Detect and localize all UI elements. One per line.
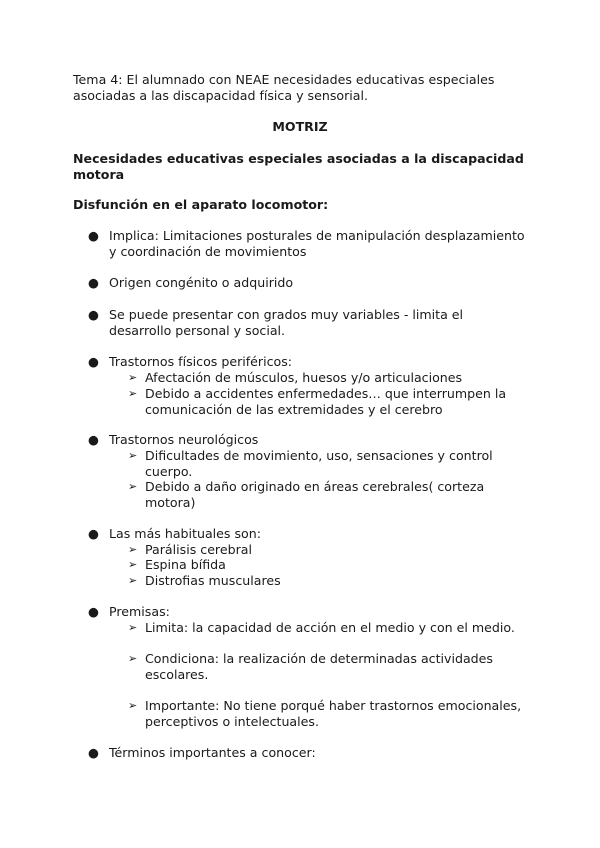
list-item-text: Se puede presentar con grados muy variables - limita el desarrollo personal y social. <box>109 307 464 338</box>
section-title: MOTRIZ <box>272 119 328 134</box>
arrow-bullet-icon: ➢ <box>128 652 138 665</box>
list-item-text: Términos importantes a conocer: <box>109 745 316 760</box>
arrow-bullet-icon: ➢ <box>128 449 138 462</box>
sub-item-text: Debido a accidentes enfermedades… que interrumpen la comunicación de las extremidades y el cerebro <box>145 386 507 417</box>
heading-nee-motora: Necesidades educativas especiales asociadas a la discapacidad motora <box>73 151 524 182</box>
list-item-text: Las más habituales son: <box>109 526 261 541</box>
sub-item-text: Importante: No tiene porqué haber trastornos emocionales, perceptivos o intelectuales. <box>145 698 522 729</box>
sub-item-text: Condiciona: la realización de determinadas actividades escolares. <box>145 651 493 682</box>
bullet-icon: ● <box>88 526 99 541</box>
arrow-bullet-icon: ➢ <box>128 371 138 384</box>
arrow-bullet-icon: ➢ <box>128 558 138 571</box>
list-item-text: Premisas: <box>109 604 170 619</box>
sub-item-text: Afectación de músculos, huesos y/o articulaciones <box>145 370 463 385</box>
bullet-icon: ● <box>88 745 99 760</box>
arrow-bullet-icon: ➢ <box>128 387 138 400</box>
arrow-bullet-icon: ➢ <box>128 574 138 587</box>
list-item-text: Trastornos neurológicos <box>109 432 259 447</box>
arrow-bullet-icon: ➢ <box>128 699 138 712</box>
arrow-bullet-icon: ➢ <box>128 621 138 634</box>
sub-item-text: Espina bífida <box>145 557 226 572</box>
list-item-text: Trastornos físicos periféricos: <box>109 354 293 369</box>
list-item-text: Implica: Limitaciones posturales de manipulación desplazamiento y coordinación de movimientos <box>109 228 525 259</box>
bullet-icon: ● <box>88 275 99 290</box>
bullet-icon: ● <box>88 432 99 447</box>
sub-item-text: Limita: la capacidad de acción en el medio y con el medio. <box>145 620 515 635</box>
sub-item-text: Parálisis cerebral <box>145 542 252 557</box>
list-item-text: Origen congénito o adquirido <box>109 275 294 290</box>
document-title: Tema 4: El alumnado con NEAE necesidades educativas especiales asociadas a las discapacidad física y sensorial. <box>73 72 495 103</box>
sub-item-text: Dificultades de movimiento, uso, sensaciones y control cuerpo. <box>145 448 493 479</box>
bullet-icon: ● <box>88 307 99 322</box>
bullet-icon: ● <box>88 604 99 619</box>
sub-item-text: Debido a daño originado en áreas cerebrales( corteza motora) <box>145 479 485 510</box>
arrow-bullet-icon: ➢ <box>128 543 138 556</box>
heading-disfuncion: Disfunción en el aparato locomotor: <box>73 197 329 212</box>
sub-item-text: Distrofias musculares <box>145 573 281 588</box>
bullet-icon: ● <box>88 354 99 369</box>
bullet-icon: ● <box>88 228 99 243</box>
arrow-bullet-icon: ➢ <box>128 480 138 493</box>
